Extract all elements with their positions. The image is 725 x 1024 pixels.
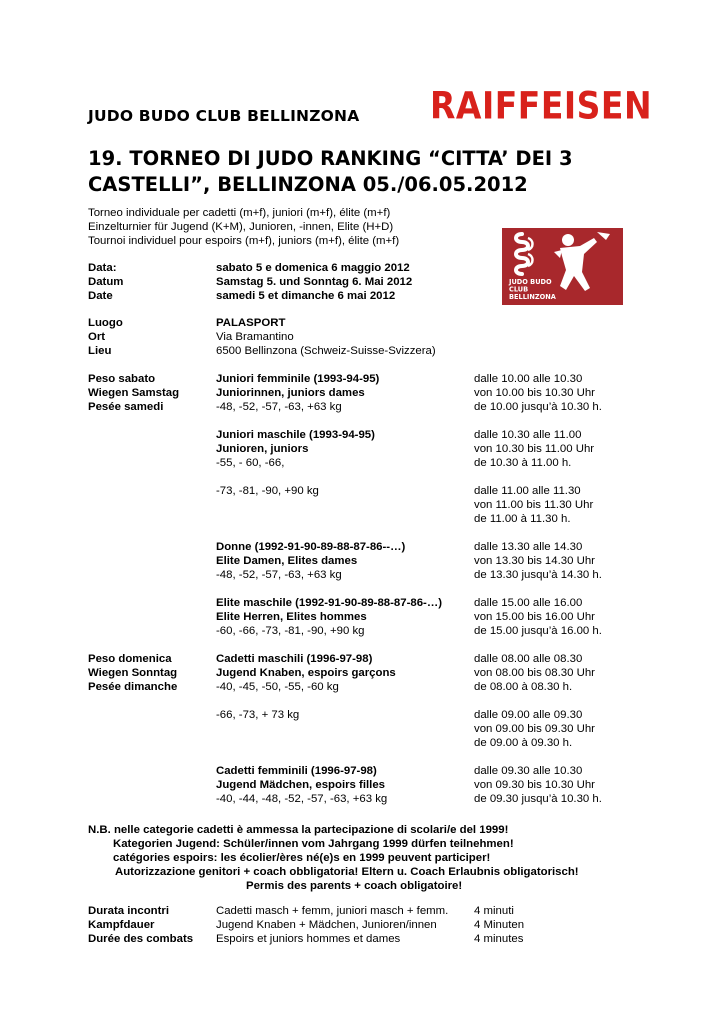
intro-text xyxy=(88,206,399,248)
weigh-label: Peso sabato xyxy=(88,373,156,385)
weigh-label: Wiegen Sonntag xyxy=(88,667,178,679)
weigh-time: von 13.30 bis 14.30 Uhr xyxy=(474,555,595,567)
weigh-time: de 10.30 à 11.00 h. xyxy=(474,457,572,469)
place-row xyxy=(0,316,725,330)
category-name: Jugend Mädchen, espoirs filles xyxy=(216,779,386,791)
duration-time: 4 minutes xyxy=(474,933,524,945)
note-line: Permis des parents + coach obligatoire! xyxy=(246,880,463,892)
weigh-row xyxy=(0,386,725,400)
weigh-row xyxy=(0,792,725,806)
club-name: JUDO BUDO CLUB BELLINZONA xyxy=(88,107,360,125)
weigh-time: dalle 09.30 alle 10.30 xyxy=(474,765,583,777)
category-name: Donne (1992-91-90-89-88-87-86--…) xyxy=(216,541,406,553)
category-name: Juniori femminile (1993-94-95) xyxy=(216,373,380,385)
weigh-time: von 15.00 bis 16.00 Uhr xyxy=(474,611,595,623)
weigh-time: von 08.00 bis 08.30 Uhr xyxy=(474,667,595,679)
weigh-row xyxy=(0,540,725,554)
weigh-row xyxy=(0,568,725,582)
category-name: Cadetti femminili (1996-97-98) xyxy=(216,765,377,777)
weigh-row xyxy=(0,512,725,526)
place-row xyxy=(0,344,725,358)
weigh-row xyxy=(0,554,725,568)
weigh-row xyxy=(0,736,725,750)
intro-line: Tournoi individuel pour espoirs (m+f), juniors (m+f), élite (m+f) xyxy=(88,235,400,247)
weigh-row xyxy=(0,400,725,414)
date-label: Data: xyxy=(88,262,117,274)
note-line: Autorizzazione genitori + coach obbligatoria! Eltern u. Coach Erlaubnis obligatorisch! xyxy=(115,866,579,878)
weigh-time: de 09.30 jusqu’à 10.30 h. xyxy=(474,793,602,805)
weigh-time: de 08.00 à 08.30 h. xyxy=(474,681,573,693)
date-value: samedi 5 et dimanche 6 mai 2012 xyxy=(216,290,396,302)
weigh-row xyxy=(0,428,725,442)
weigh-time: de 10.00 jusqu’à 10.30 h. xyxy=(474,401,602,413)
weigh-time: dalle 10.00 alle 10.30 xyxy=(474,373,583,385)
place-label: Luogo xyxy=(88,317,123,329)
weight-classes: -60, -66, -73, -81, -90, +90 kg xyxy=(216,625,365,637)
weigh-row xyxy=(0,456,725,470)
weigh-time: dalle 10.30 alle 11.00 xyxy=(474,429,582,441)
weight-classes: -48, -52, -57, -63, +63 kg xyxy=(216,401,342,413)
category-name: Jugend Knaben, espoirs garçons xyxy=(216,667,396,679)
weigh-time: von 10.00 bis 10.30 Uhr xyxy=(474,387,595,399)
category-name: Juniorinnen, juniors dames xyxy=(216,387,365,399)
weigh-row xyxy=(0,610,725,624)
category-name: Juniori maschile (1993-94-95) xyxy=(216,429,375,441)
weigh-row xyxy=(0,722,725,736)
logo-line: CLUB xyxy=(509,285,529,294)
weight-classes: -40, -44, -48, -52, -57, -63, +63 kg xyxy=(216,793,388,805)
note-line: Kategorien Jugend: Schüler/innen vom Jahrgang 1999 dürfen teilnehmen! xyxy=(113,838,514,850)
weigh-time: von 11.00 bis 11.30 Uhr xyxy=(474,499,594,511)
category-name: Junioren, juniors xyxy=(216,443,309,455)
sponsor-logo: RAIFFEISEN xyxy=(430,84,653,128)
duration-label: Durata incontri xyxy=(88,905,170,917)
duration-label: Durée des combats xyxy=(88,933,194,945)
place-label: Lieu xyxy=(88,345,112,357)
logo-line: BELLINZONA xyxy=(509,293,556,301)
document-title: 19. TORNEO DI JUDO RANKING “CITTA’ DEI 3 CASTELLI”, BELLINZONA 05./06.05.2012 xyxy=(88,147,573,196)
intro-line: Einzelturnier für Jugend (K+M), Junioren, -innen, Elite (H+D) xyxy=(88,221,394,233)
weigh-row xyxy=(0,764,725,778)
weight-classes: -73, -81, -90, +90 kg xyxy=(216,485,319,497)
weigh-row xyxy=(0,680,725,694)
duration-category: Jugend Knaben + Mädchen, Junioren/innen xyxy=(216,919,437,931)
weigh-label: Peso domenica xyxy=(88,653,172,665)
weight-classes: -66, -73, + 73 kg xyxy=(216,709,300,721)
category-name: Elite Herren, Elites hommes xyxy=(216,611,367,623)
place-row xyxy=(0,330,725,344)
category-name: Elite maschile (1992-91-90-89-88-87-86-…) xyxy=(216,597,443,609)
weigh-time: dalle 09.00 alle 09.30 xyxy=(474,709,583,721)
date-row xyxy=(0,289,725,303)
weight-classes: -40, -45, -50, -55, -60 kg xyxy=(216,681,339,693)
weigh-row xyxy=(0,596,725,610)
note-line: N.B. nelle categorie cadetti è ammessa la partecipazione di scolari/e del 1999! xyxy=(88,824,509,836)
weigh-time: von 10.30 bis 11.00 Uhr xyxy=(474,443,595,455)
duration-row xyxy=(0,918,725,932)
note-line: catégories espoirs: les écolier/ères né(e)s en 1999 peuvent participer! xyxy=(113,852,491,864)
weigh-time: de 11.00 à 11.30 h. xyxy=(474,513,571,525)
date-label: Date xyxy=(88,290,113,302)
date-row xyxy=(0,275,725,289)
weigh-time: de 09.00 à 09.30 h. xyxy=(474,737,573,749)
weigh-label: Pesée samedi xyxy=(88,401,164,413)
weigh-time: dalle 13.30 alle 14.30 xyxy=(474,541,583,553)
intro-line: Torneo individuale per cadetti (m+f), juniori (m+f), élite (m+f) xyxy=(88,207,391,219)
place-value: Via Bramantino xyxy=(216,331,294,343)
weight-classes: -48, -52, -57, -63, +63 kg xyxy=(216,569,342,581)
weigh-row xyxy=(0,652,725,666)
date-value: Samstag 5. und Sonntag 6. Mai 2012 xyxy=(216,276,413,288)
weigh-label: Pesée dimanche xyxy=(88,681,178,693)
weigh-row xyxy=(0,442,725,456)
duration-row xyxy=(0,904,725,918)
duration-time: 4 Minuten xyxy=(474,919,525,931)
category-name: Cadetti maschili (1996-97-98) xyxy=(216,653,373,665)
weigh-label: Wiegen Samstag xyxy=(88,387,180,399)
weigh-time: dalle 11.00 alle 11.30 xyxy=(474,485,581,497)
date-label: Datum xyxy=(88,276,124,288)
weigh-time: de 13.30 jusqu’à 14.30 h. xyxy=(474,569,602,581)
place-value: 6500 Bellinzona (Schweiz-Suisse-Svizzera) xyxy=(216,345,436,357)
logo-line: JUDO BUDO xyxy=(509,278,552,286)
weigh-time: von 09.00 bis 09.30 Uhr xyxy=(474,723,595,735)
weigh-row xyxy=(0,372,725,386)
category-name: Elite Damen, Elites dames xyxy=(216,555,358,567)
weigh-time: dalle 15.00 alle 16.00 xyxy=(474,597,583,609)
place-label: Ort xyxy=(88,331,106,343)
duration-category: Cadetti masch + femm, juniori masch + femm. xyxy=(216,905,449,917)
weigh-row xyxy=(0,708,725,722)
duration-category: Espoirs et juniors hommes et dames xyxy=(216,933,401,945)
weigh-row xyxy=(0,624,725,638)
duration-time: 4 minuti xyxy=(474,905,514,917)
duration-row xyxy=(0,932,725,946)
weigh-time: dalle 08.00 alle 08.30 xyxy=(474,653,583,665)
date-row xyxy=(0,261,725,275)
weigh-row xyxy=(0,498,725,512)
weigh-time: de 15.00 jusqu’à 16.00 h. xyxy=(474,625,602,637)
weigh-time: von 09.30 bis 10.30 Uhr xyxy=(474,779,595,791)
weigh-row xyxy=(0,666,725,680)
weight-classes: -55, - 60, -66, xyxy=(216,457,285,469)
weigh-row xyxy=(0,484,725,498)
weigh-row xyxy=(0,778,725,792)
place-value: PALASPORT xyxy=(216,317,286,329)
date-value: sabato 5 e domenica 6 maggio 2012 xyxy=(216,262,410,274)
duration-label: Kampfdauer xyxy=(88,919,155,931)
